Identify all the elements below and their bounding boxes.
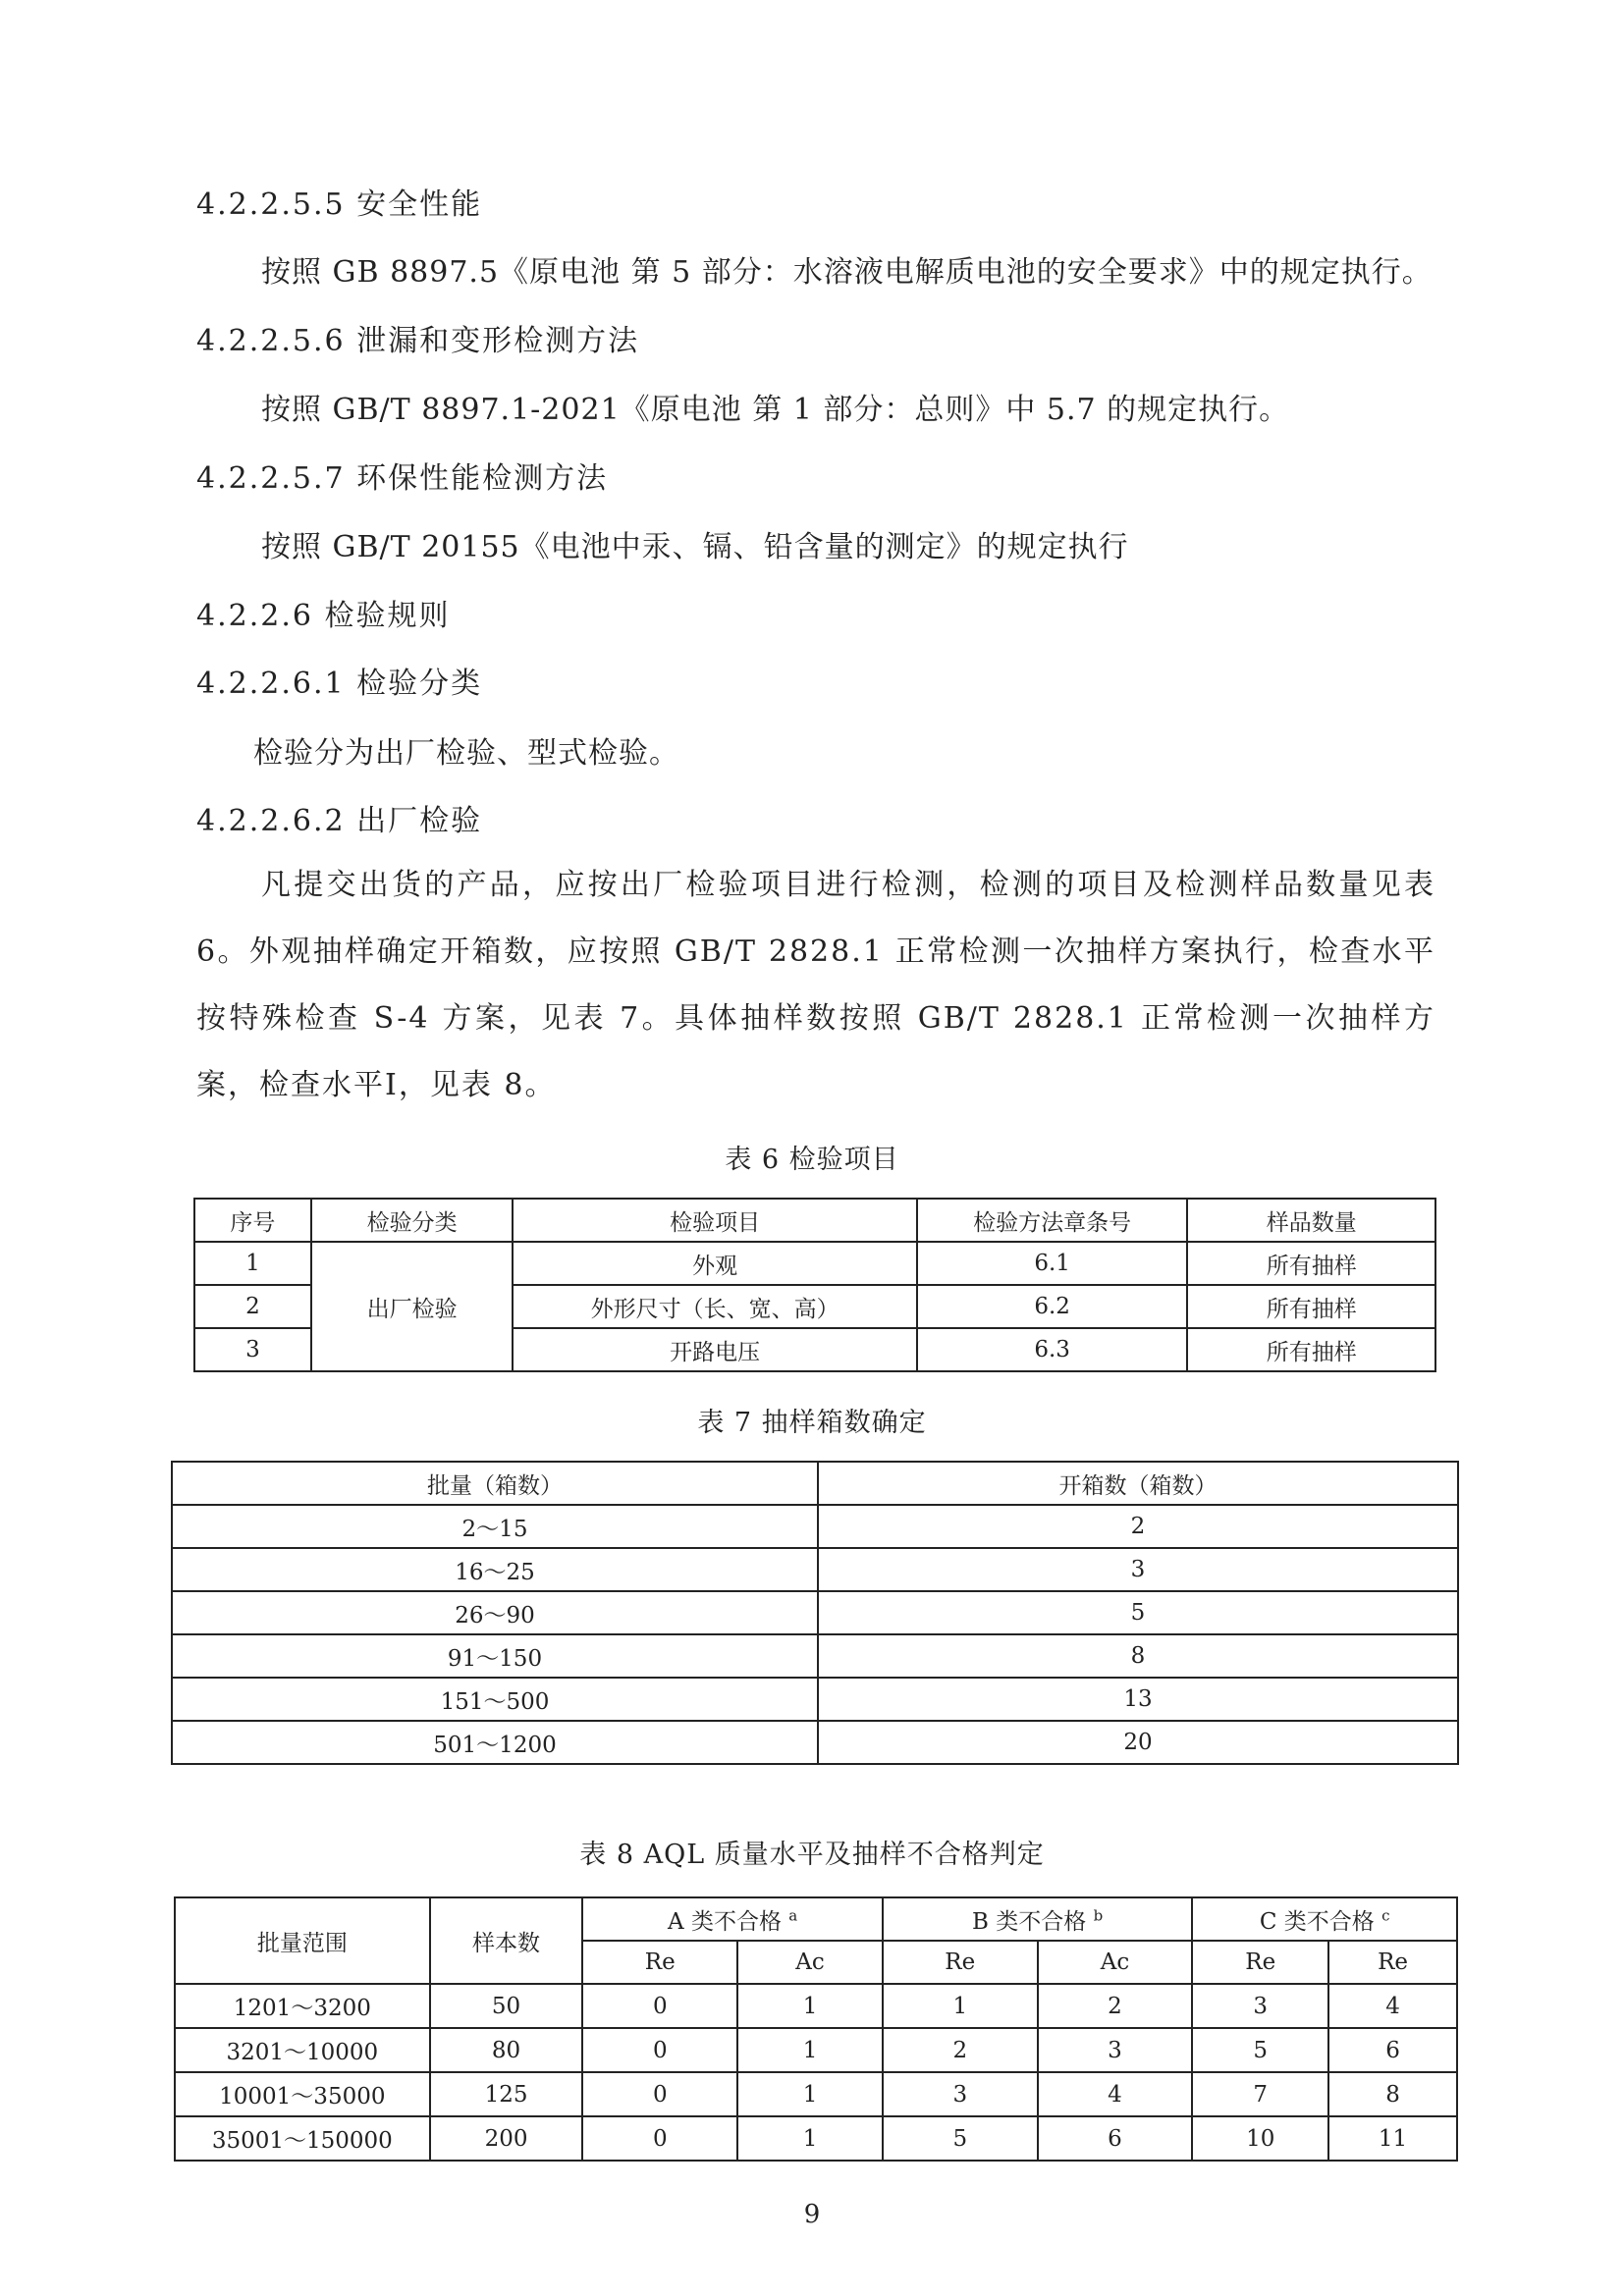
table-row (172, 1678, 1458, 1721)
table8-subheader-cell: Re (1328, 1941, 1457, 1984)
table7-boxes: 20 (818, 1721, 1458, 1764)
table8-header-range: 批量范围 (175, 1897, 430, 1984)
table8-header-c (1192, 1897, 1457, 1941)
table7-batch: 91～150 (172, 1634, 818, 1678)
table8-subheader-cell: Re (1192, 1941, 1328, 1984)
table8-subheader-cell: Re (883, 1941, 1038, 1984)
table8-cell: 80 (430, 2028, 583, 2072)
table-row (175, 2072, 1457, 2116)
table8-header-a-mark: a (788, 1905, 798, 1924)
table6-qty: 所有抽样 (1187, 1285, 1435, 1328)
table7-header-cell: 开箱数（箱数） (818, 1462, 1458, 1505)
table8-cell: 2 (883, 2028, 1038, 2072)
table8-cell: 1 (737, 2116, 883, 2161)
table-row (172, 1634, 1458, 1678)
heading-4-2-2-5-5: 4.2.2.5.5 安全性能 (196, 187, 483, 222)
table6-item: 外形尺寸（长、宽、高） (513, 1285, 916, 1328)
table7-batch: 16～25 (172, 1548, 818, 1591)
table8-cell: 3201～10000 (175, 2028, 430, 2072)
table8-cell: 2 (1038, 1984, 1193, 2028)
table8-cell: 10001～35000 (175, 2072, 430, 2116)
table8-cell: 50 (430, 1984, 583, 2028)
table7-batch: 2～15 (172, 1505, 818, 1548)
paragraph-4-2-2-5-6: 按照 GB/T 8897.1-2021《原电池 第 1 部分：总则》中 5.7 的规定执行。 (261, 393, 1290, 427)
table8-subheader-cell: Ac (1038, 1941, 1193, 1984)
table8-cell: 35001～150000 (175, 2116, 430, 2161)
table-row (172, 1548, 1458, 1591)
paragraph-4-2-2-6-1: 检验分为出厂检验、型式检验。 (253, 736, 679, 771)
table8 (174, 1896, 1458, 2162)
table6-method: 6.3 (917, 1328, 1188, 1371)
table8-cell: 5 (1192, 2028, 1328, 2072)
table6-category: 出厂检验 (311, 1242, 514, 1371)
table7-caption: 表 7 抽样箱数确定 (697, 1408, 927, 1438)
table8-cell: 1 (737, 2072, 883, 2116)
table8-cell: 200 (430, 2116, 583, 2161)
table6-header-cell: 检验项目 (513, 1199, 916, 1242)
table8-cell: 1 (883, 1984, 1038, 2028)
heading-4-2-2-6: 4.2.2.6 检验规则 (196, 599, 451, 633)
table6-caption: 表 6 检验项目 (725, 1145, 899, 1175)
table8-header-a-label: A 类不合格 (668, 1908, 782, 1935)
table8-header-sample: 样本数 (430, 1897, 583, 1984)
table6-no: 2 (194, 1285, 311, 1328)
table8-cell: 1 (737, 1984, 883, 2028)
table8-header-row (175, 1897, 1457, 1941)
table8-header-c-mark: c (1381, 1905, 1390, 1924)
table8-cell: 8 (1328, 2072, 1457, 2116)
table8-cell: 4 (1038, 2072, 1193, 2116)
table8-cell: 5 (883, 2116, 1038, 2161)
table7-boxes: 3 (818, 1548, 1458, 1591)
table7 (171, 1461, 1459, 1765)
table7-boxes: 5 (818, 1591, 1458, 1634)
heading-4-2-2-6-1: 4.2.2.6.1 检验分类 (196, 667, 483, 701)
table-row (175, 2116, 1457, 2161)
table7-header-cell: 批量（箱数） (172, 1462, 818, 1505)
table8-cell: 6 (1328, 2028, 1457, 2072)
table6-header-cell: 检验方法章条号 (917, 1199, 1188, 1242)
table7-header-row (172, 1462, 1458, 1505)
heading-4-2-2-6-2: 4.2.2.6.2 出厂检验 (196, 804, 483, 838)
table8-cell: 125 (430, 2072, 583, 2116)
table8-cell: 6 (1038, 2116, 1193, 2161)
table-row (194, 1242, 1435, 1285)
table8-subheader-cell: Ac (737, 1941, 883, 1984)
table6-method: 6.1 (917, 1242, 1188, 1285)
table7-boxes: 8 (818, 1634, 1458, 1678)
table8-cell: 0 (582, 2116, 737, 2161)
table8-cell: 3 (1192, 1984, 1328, 2028)
table-row (175, 1984, 1457, 2028)
heading-4-2-2-5-7: 4.2.2.5.7 环保性能检测方法 (196, 461, 609, 496)
table6-qty: 所有抽样 (1187, 1242, 1435, 1285)
table6-header-cell: 样品数量 (1187, 1199, 1435, 1242)
table8-header-b-mark: b (1093, 1905, 1104, 1924)
table6-method: 6.2 (917, 1285, 1188, 1328)
table8-caption: 表 8 AQL 质量水平及抽样不合格判定 (579, 1840, 1045, 1870)
table8-cell: 4 (1328, 1984, 1457, 2028)
table6 (193, 1198, 1436, 1372)
table8-cell: 11 (1328, 2116, 1457, 2161)
table8-header-b-label: B 类不合格 (972, 1908, 1087, 1935)
table8-header-c-label: C 类不合格 (1259, 1908, 1375, 1935)
table6-header-cell: 序号 (194, 1199, 311, 1242)
table6-item: 外观 (513, 1242, 916, 1285)
table8-header-b (883, 1897, 1192, 1941)
table7-batch: 501～1200 (172, 1721, 818, 1764)
table8-cell: 0 (582, 1984, 737, 2028)
table6-header-row (194, 1199, 1435, 1242)
table8-header-a (582, 1897, 882, 1941)
table-row (172, 1591, 1458, 1634)
table6-no: 3 (194, 1328, 311, 1371)
table6-no: 1 (194, 1242, 311, 1285)
table8-cell: 0 (582, 2028, 737, 2072)
table-row (172, 1721, 1458, 1764)
paragraph-4-2-2-5-5: 按照 GB 8897.5《原电池 第 5 部分：水溶液电解质电池的安全要求》中的规定执行。 (261, 255, 1433, 290)
table8-cell: 1201～3200 (175, 1984, 430, 2028)
table8-cell: 3 (1038, 2028, 1193, 2072)
table8-cell: 0 (582, 2072, 737, 2116)
table6-header-cell: 检验分类 (311, 1199, 514, 1242)
table-row (175, 2028, 1457, 2072)
heading-4-2-2-5-6: 4.2.2.5.6 泄漏和变形检测方法 (196, 324, 640, 358)
page-number: 9 (803, 2200, 821, 2229)
table8-cell: 3 (883, 2072, 1038, 2116)
table7-boxes: 13 (818, 1678, 1458, 1721)
paragraph-4-2-2-6-2: 凡提交出货的产品，应按出厂检验项目进行检测，检测的项目及检测样品数量见表 6。外观抽样确定开箱数，应按照 GB/T 2828.1 正常检测一次抽样方案执行，检查水平按特殊检查 S-4 方案，见表 7。具体抽样数按照 GB/T 2828.1 正常检测一次抽样方案，检查水平Ⅰ，见表 8。 (196, 868, 1435, 1102)
table7-boxes: 2 (818, 1505, 1458, 1548)
table7-batch: 151～500 (172, 1678, 818, 1721)
table8-cell: 1 (737, 2028, 883, 2072)
table6-item: 开路电压 (513, 1328, 916, 1371)
table6-qty: 所有抽样 (1187, 1328, 1435, 1371)
table8-cell: 7 (1192, 2072, 1328, 2116)
table8-subheader-cell: Re (582, 1941, 737, 1984)
paragraph-4-2-2-5-7: 按照 GB/T 20155《电池中汞、镉、铅含量的测定》的规定执行 (261, 530, 1129, 564)
table-row (172, 1505, 1458, 1548)
table7-batch: 26～90 (172, 1591, 818, 1634)
table8-cell: 10 (1192, 2116, 1328, 2161)
